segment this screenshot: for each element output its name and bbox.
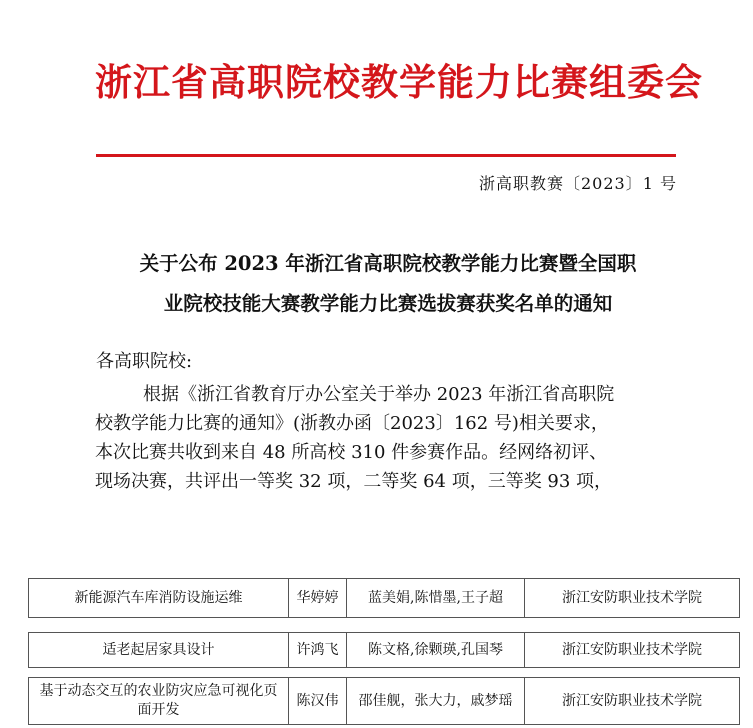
project-cell: 新能源汽车库消防设施运维 [28, 579, 288, 617]
school-cell: 浙江安防职业技术学院 [524, 579, 740, 617]
page-fade [86, 520, 746, 580]
body-line: 根据《浙江省教育厅办公室关于举办 2023 年浙江省高职院 [143, 384, 615, 405]
project-cell: 基于动态交互的农业防灾应急可视化页面开发 [28, 678, 288, 724]
letterhead-red-rule [96, 154, 676, 157]
school-cell: 浙江安防职业技术学院 [524, 678, 740, 724]
members-cell: 陈文格,徐颗瑛,孔国琴 [346, 633, 524, 667]
leader-cell: 华婷婷 [288, 579, 346, 617]
document-number: 浙高职教赛〔2023〕1 号 [479, 174, 677, 193]
notice-title-line-2: 业院校技能大赛教学能力比赛选拔赛获奖名单的通知 [163, 292, 613, 315]
table-row [28, 578, 740, 618]
table-row [28, 677, 740, 725]
members-cell: 蓝美娟,陈惜墨,王子超 [346, 579, 524, 617]
notice-body [95, 380, 685, 496]
notice-title-line-1: 关于公布 2023 年浙江省高职院校教学能力比赛暨全国职 [139, 252, 637, 275]
school-cell: 浙江安防职业技术学院 [524, 633, 740, 667]
body-line: 校教学能力比赛的通知》(浙教办函〔2023〕162 号)相关要求， [95, 413, 609, 434]
project-cell: 适老起居家具设计 [28, 633, 288, 667]
committee-letterhead-title: 浙江省高职院校教学能力比赛组委会 [95, 60, 703, 104]
body-line: 现场决赛，共评出一等奖 32 项，二等奖 64 项，三等奖 93 项， [95, 471, 613, 492]
salutation: 各高职院校: [96, 351, 193, 372]
table-row [28, 632, 740, 668]
notice-title [88, 244, 688, 324]
body-line: 本次比赛共收到来自 48 所高校 310 件参赛作品。经网络初评、 [95, 442, 608, 463]
members-cell: 邵佳舰，张大力，戚梦瑶 [346, 678, 524, 724]
leader-cell: 许鸿飞 [288, 633, 346, 667]
leader-cell: 陈汉伟 [288, 678, 346, 724]
